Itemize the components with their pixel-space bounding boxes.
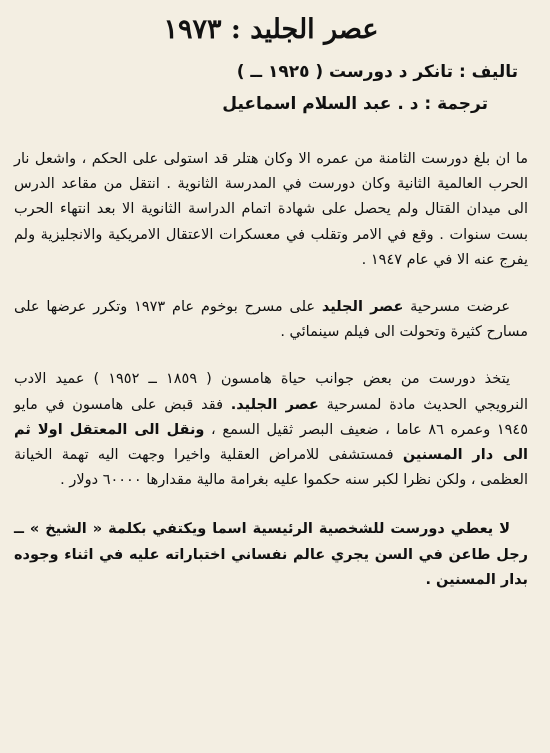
page-title: عصر الجليد : ١٩٧٣: [163, 14, 379, 45]
play-title-emphasis: عصر الجليد.: [230, 396, 319, 413]
paragraph-text: عرضت مسرحية: [403, 299, 510, 316]
translator-credit: ترجمة : د . عبد السلام اسماعيل: [222, 94, 488, 114]
paragraph-protagonist: لا يعطي دورست للشخصية الرئيسية اسما ويكتفي بكلمة « الشيخ » ــ رجل طاعن في السن يجري عالم نفساني اختباراته عليه في اثناء وجوده بدار المسنين .: [14, 521, 528, 588]
paragraph-hamsun: [14, 367, 528, 493]
paragraph-text: على مسرح بوخوم عام ١٩٧٣ وتكرر عرضها على مسارح كثيرة وتحولت الى فيلم سينمائي .: [14, 299, 528, 341]
paragraph-text: فقد قبض على هامسون في مايو ١٩٤٥ وعمره ٨٦ عاما ، ضعيف البصر ثقيل السمع ،: [14, 396, 529, 438]
detention-emphasis: ونقل الى المعتقل اولا ثم الى دار المسنين: [14, 421, 528, 464]
paragraph-text: يتخذ دورست من بعض جوانب حياة هامسون ( ١٨٥٩ ــ ١٩٥٢ ) عميد الادب النرويجي الحديث مادة لمسرحية: [14, 371, 528, 413]
paragraph-text: فمستشفى للامراض العقلية واخيرا وجهت اليه تهمة الخيانة العظمى ، ولكن نظرا لكبر سنه حكموا عليه بغرامة مالية مقدارها ٦٠٠٠٠ دولار .: [14, 447, 528, 489]
play-title-emphasis: عصر الجليد: [321, 299, 404, 316]
author-credit: تاليف : تانكر د دورست ( ١٩٢٥ ــ ): [236, 62, 518, 82]
paragraph-staging: [14, 295, 528, 345]
paragraph-biography: ما ان بلغ دورست الثامنة من عمره الا وكان هتلر قد استولى على الحكم ، واشعل نار الحرب العالمية الثانية وكان دورست في المدرسة الثانوية . انتقل من مقاعد الدرس الى ميدان القتال ولم يحصل على شهادة اتمام الدراسة الثانوية الا بعد انتهاء الحرب بست سنوات . وقع في الامر وتقلب في معسكرات الاعتقال الامريكية والانجليزية ولم يفرج عنه الا في عام ١٩٤٧ .: [14, 151, 528, 268]
